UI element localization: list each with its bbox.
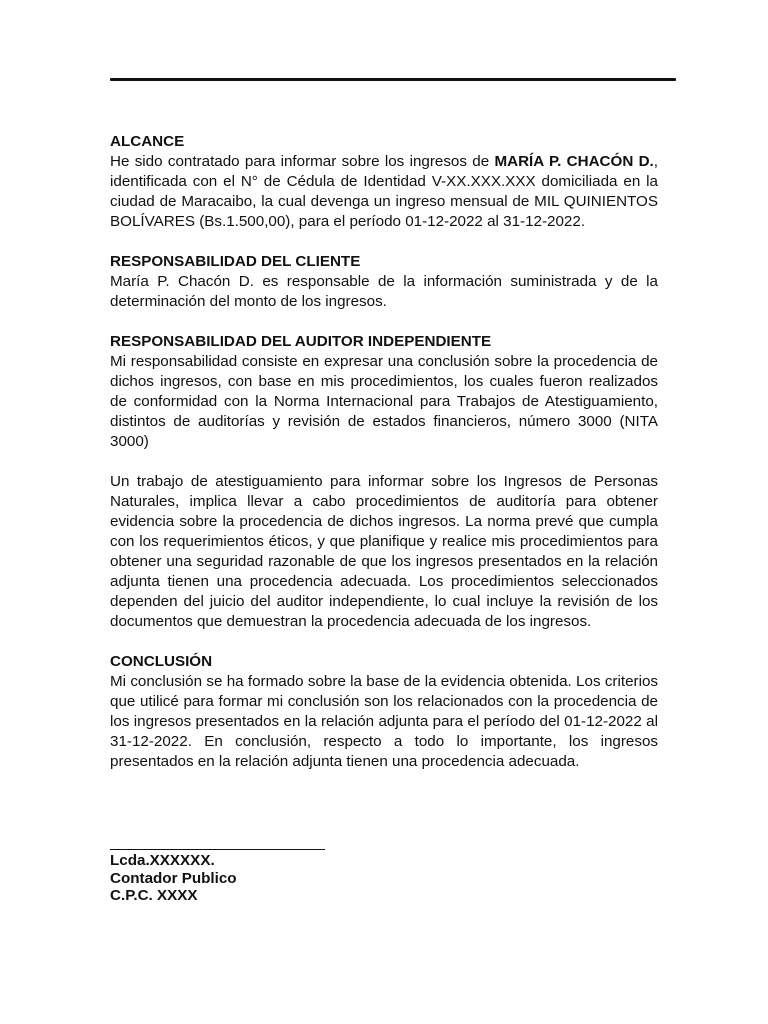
section-alcance: [110, 132, 658, 232]
top-divider-line: [110, 78, 676, 81]
signer-name: Lcda.XXXXXX.: [110, 852, 215, 869]
heading-alcance: ALCANCE: [110, 133, 185, 150]
signer-registration: C.P.C. XXXX: [110, 887, 198, 904]
atestiguamiento-paragraph: Un trabajo de atestiguamiento para informar sobre los Ingresos de Personas Naturales, implica llevar a cabo procedimientos de auditoría para obtener evidencia sobre la procedencia de dichos ingresos. La norma prevé que cumpla con los requerimientos éticos, y que planifique y realice mis procedimientos para obtener una seguridad razonable de que los ingresos presentados en la relación adjunta tienen una procedencia adecuada. Los procedimientos seleccionados dependen del juicio del auditor independiente, lo cual incluye la revisión de los documentos que demuestran la procedencia adecuada de los ingresos.: [110, 473, 658, 630]
responsabilidad-auditor-paragraph: Mi responsabilidad consiste en expresar una conclusión sobre la procedencia de dichos ingresos, con base en mis procedimientos, los cuales fueron realizados de conformidad con la Norma Internacional para Trabajos de Atestiguamiento, distintos de auditorías y revisión de estados financieros, número 3000 (NITA 3000): [110, 353, 658, 450]
signature-line: [110, 849, 325, 850]
client-name: MARÍA P. CHACÓN D.: [494, 153, 654, 170]
alcance-text-after: , identificada con el N° de Cédula de Identidad V-XX.XXX.XXX domiciliada en la ciudad de Maracaibo, la cual devenga un ingreso mensual de MIL QUINIENTOS BOLÍVARES (Bs.1.500,00), para el período 01-12-2022 al 31-12-2022.: [110, 153, 658, 230]
signature-block: [110, 852, 237, 905]
conclusion-paragraph: Mi conclusión se ha formado sobre la base de la evidencia obtenida. Los criterios que utilicé para formar mi conclusión son los relacionados con la procedencia de los ingresos presentados en la relación adjunta para el período del 01-12-2022 al 31-12-2022. En conclusión, respecto a todo lo importante, los ingresos presentados en la relación adjunta tienen una procedencia adecuada.: [110, 673, 658, 770]
section-responsabilidad-cliente: [110, 252, 658, 312]
alcance-paragraph: [110, 152, 658, 232]
section-responsabilidad-auditor: [110, 332, 658, 452]
alcance-text-before: He sido contratado para informar sobre los ingresos de: [110, 153, 495, 170]
heading-conclusion: CONCLUSIÓN: [110, 653, 213, 670]
signer-title: Contador Publico: [110, 869, 237, 887]
heading-responsabilidad-cliente: RESPONSABILIDAD DEL CLIENTE: [110, 253, 361, 270]
section-atestiguamiento: [110, 472, 658, 632]
document-body: [110, 132, 658, 792]
section-conclusion: [110, 652, 658, 772]
heading-responsabilidad-auditor: RESPONSABILIDAD DEL AUDITOR INDEPENDIENTE: [110, 333, 492, 350]
responsabilidad-cliente-paragraph: María P. Chacón D. es responsable de la información suministrada y de la determinación del monto de los ingresos.: [110, 273, 658, 310]
